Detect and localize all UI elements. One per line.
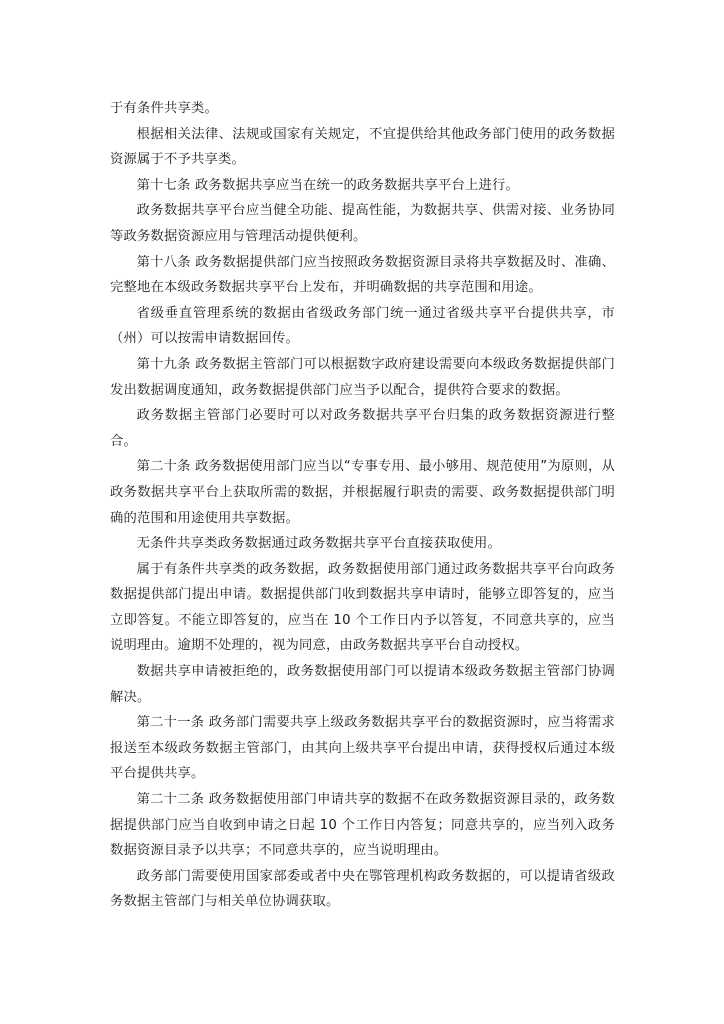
paragraph: 无条件共享类政务数据通过政务数据共享平台直接获取使用。 — [136, 536, 502, 552]
article-21-paragraph: 第二十一条 政务部门需要共享上级政务数据共享平台的数据资源时，应当将需求报送至本级政务数据主管部门，由其向上级共享平台提出申请，获得授权后通过本级平台提供共享。 — [110, 715, 615, 782]
paragraph: 省级垂直管理系统的数据由省级政务部门统一通过省级共享平台提供共享，市（州）可以按需申请数据回传。 — [110, 305, 615, 347]
paragraph: 属于有条件共享类的政务数据，政务数据使用部门通过政务数据共享平台向政务数据提供部门提出申请。数据提供部门收到数据共享申请时，能够立即答复的，应当立即答复。不能立即答复的，应当在 10 个工作日内予以答复，不同意共享的，应当说明理由。逾期不处理的，视为同意，由政务数据共享平台自动授权。 — [110, 561, 615, 654]
article-20-paragraph: 第二十条 政务数据使用部门应当以“专事专用、最小够用、规范使用”为原则，从政务数据共享平台上获取所需的数据，并根据履行职责的需要、政务数据提供部门明确的范围和用途使用共享数据。 — [110, 459, 615, 526]
article-18-paragraph: 第十八条 政务数据提供部门应当按照政务数据资源目录将共享数据及时、准确、完整地在本级政务数据共享平台上发布，并明确数据的共享范围和用途。 — [110, 254, 615, 296]
article-22-paragraph: 第二十二条 政务数据使用部门申请共享的数据不在政务数据资源目录的，政务数据提供部门应当自收到申请之日起 10 个工作日内答复；同意共享的，应当列入政务数据资源目录予以共享；不同意共享的，应当说明理由。 — [110, 792, 615, 859]
article-17-paragraph: 第十七条 政务数据共享应当在统一的政务数据共享平台上进行。 — [136, 177, 519, 193]
paragraph: 政务部门需要使用国家部委或者中央在鄂管理机构政务数据的，可以提请省级政务数据主管部门与相关单位协调获取。 — [110, 868, 615, 910]
document-body — [110, 96, 615, 915]
paragraph: 数据共享申请被拒绝的，政务数据使用部门可以提请本级政务数据主管部门协调解决。 — [110, 664, 615, 705]
paragraph: 根据相关法律、法规或国家有关规定，不宜提供给其他政务部门使用的政务数据资源属于不予共享类。 — [110, 126, 615, 168]
article-19-paragraph: 第十九条 政务数据主管部门可以根据数字政府建设需要向本级政务数据提供部门发出数据调度通知，政务数据提供部门应当予以配合，提供符合要求的数据。 — [110, 356, 615, 398]
paragraph: 政务数据主管部门必要时可以对政务数据共享平台归集的政务数据资源进行整合。 — [110, 408, 615, 449]
paragraph: 政务数据共享平台应当健全功能、提高性能，为数据共享、供需对接、业务协同等政务数据资源应用与管理活动提供便利。 — [110, 203, 615, 244]
paragraph-continuation: 于有条件共享类。 — [110, 101, 218, 116]
